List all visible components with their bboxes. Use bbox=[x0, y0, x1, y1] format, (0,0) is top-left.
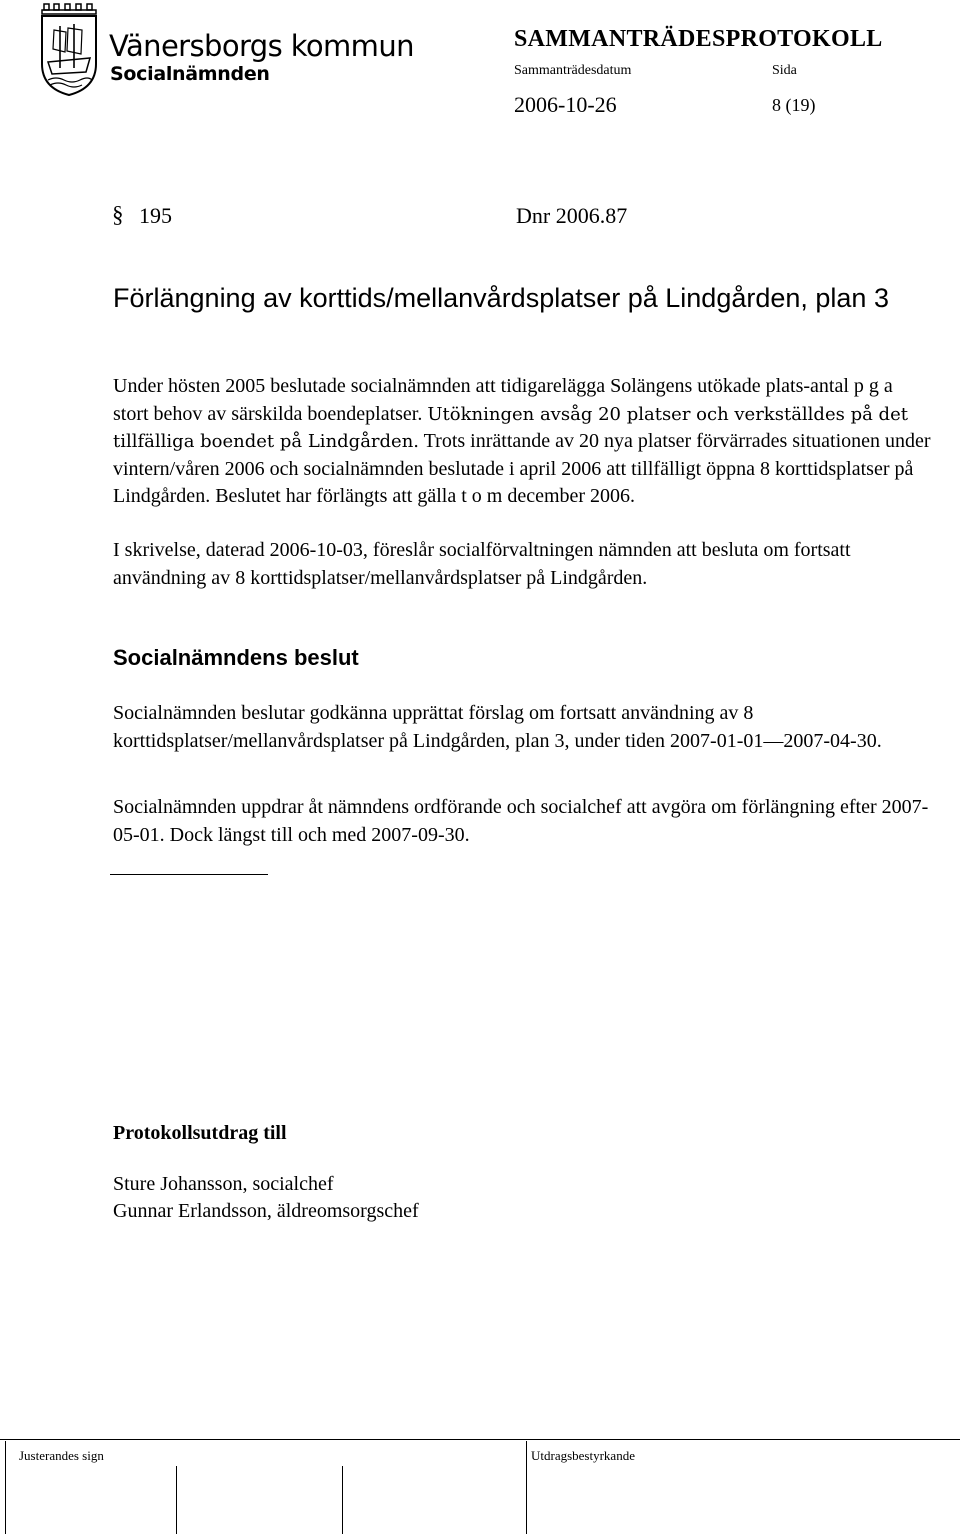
decision-paragraph: Socialnämnden beslutar godkänna upprättat förslag om fortsatt användning av 8 korttidsplatser/mellanvårdsplatser på Lindgården, plan 3, under tiden 2007-01-01—2007-04-30. bbox=[113, 702, 882, 752]
certification-label: Utdragsbestyrkande bbox=[531, 1448, 635, 1463]
background-text-part1: Under hösten 2005 beslutade socialnämnden att tidigarelägga Solängens utökade plats-antal p g a stort behov av särskilda boendeplatser. bbox=[113, 375, 893, 425]
footer-rule bbox=[0, 1439, 960, 1440]
recipient: Gunnar Erlandsson, äldreomsorgschef bbox=[113, 1200, 419, 1222]
background-text-part3: Trots inrättande av 20 nya platser förvärrades situationen under vintern/våren 2006 och socialnämnden beslutade i april 2006 att tillfälligt öppna 8 korttidsplatser på Lindgården. Beslutet har förlängts att gälla t o m december 2006. bbox=[113, 430, 931, 508]
recipient: Sture Johansson, socialchef bbox=[113, 1173, 334, 1195]
registration-number: Dnr 2006.87 bbox=[516, 203, 628, 228]
organization-name: Vänersborgs kommun bbox=[109, 29, 414, 63]
ship-crest-icon bbox=[38, 2, 102, 98]
meeting-date-label: Sammanträdesdatum bbox=[514, 63, 632, 78]
case-number: 195 bbox=[139, 203, 172, 228]
background-text-part2: Utökningen avsåg 20 platser och verkställdes på det tillfälliga boendet på Lindgården. bbox=[113, 403, 908, 453]
signature-divider bbox=[526, 1441, 527, 1534]
document-title: SAMMANTRÄDESPROTOKOLL bbox=[514, 26, 883, 52]
signature-label: Justerandes sign bbox=[19, 1448, 104, 1463]
background-paragraph bbox=[113, 373, 933, 511]
proposal-paragraph: I skrivelse, daterad 2006-10-03, föreslår socialförvaltningen nämnden att besluta om fortsatt användning av 8 korttidsplatser/mellanvårdsplatser på Lindgården. bbox=[113, 539, 851, 589]
signature-divider bbox=[342, 1466, 343, 1534]
section-sign: § bbox=[112, 202, 124, 227]
case-title: Förlängning av korttids/mellanvårdsplatser på Lindgården, plan 3 bbox=[113, 283, 889, 313]
meeting-date: 2006-10-26 bbox=[514, 92, 617, 117]
section-end-rule bbox=[110, 874, 268, 875]
page-number: 8 (19) bbox=[772, 95, 816, 115]
distribution-heading: Protokollsutdrag till bbox=[113, 1122, 287, 1144]
decision-heading: Socialnämndens beslut bbox=[113, 645, 359, 670]
signature-divider bbox=[5, 1441, 6, 1534]
signature-divider bbox=[176, 1466, 177, 1534]
page-label: Sida bbox=[772, 63, 797, 78]
mandate-paragraph: Socialnämnden uppdrar åt nämndens ordförande och socialchef att avgöra om förlängning efter 2007-05-01. Dock längst till och med 2007-09-30. bbox=[113, 796, 929, 846]
municipality-logo bbox=[38, 2, 102, 98]
organization-unit: Socialnämnden bbox=[110, 63, 270, 85]
